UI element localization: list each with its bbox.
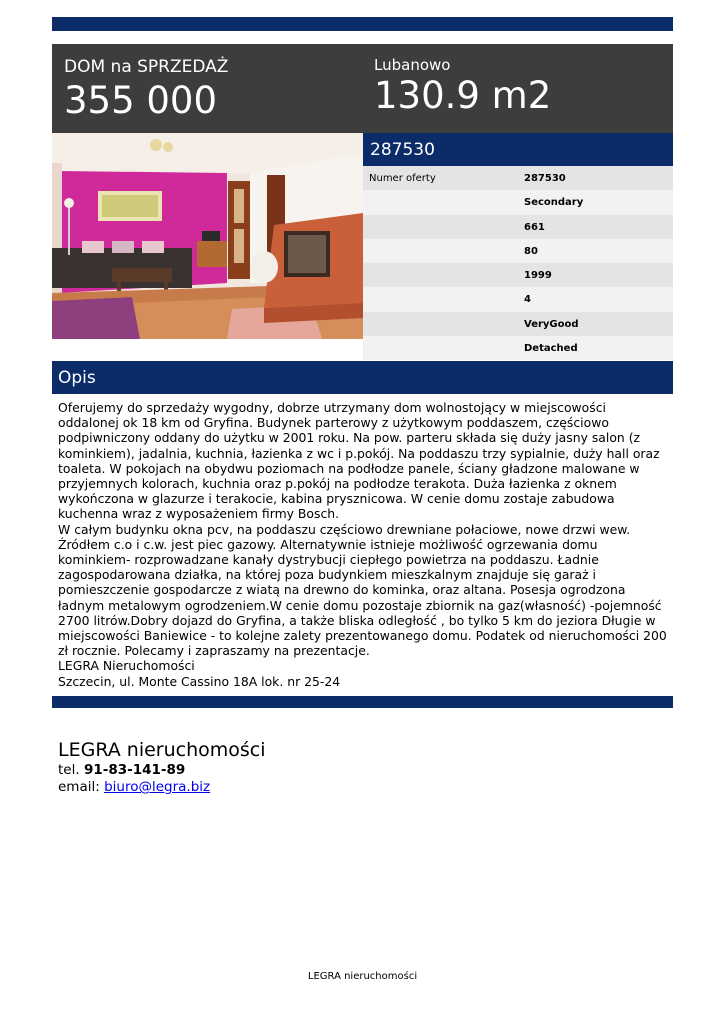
living-room-image xyxy=(52,133,363,339)
phone-label: tel. xyxy=(58,762,80,778)
company-name: LEGRA nieruchomości xyxy=(58,739,266,761)
footer-text: LEGRA nieruchomości xyxy=(307,971,418,982)
offer-id-bar xyxy=(363,133,673,166)
phone-line xyxy=(58,762,266,779)
offer-id: 287530 xyxy=(370,140,435,160)
email-label: email: xyxy=(58,779,100,795)
header-right xyxy=(374,55,551,117)
listing-header xyxy=(52,44,673,133)
offer-type: DOM na SPRZEDAŻ xyxy=(64,57,229,77)
details-value: Secondary xyxy=(524,197,584,209)
company-contact xyxy=(58,738,266,796)
details-row xyxy=(363,263,673,287)
details-value: 1999 xyxy=(524,270,552,282)
header-left xyxy=(64,56,228,122)
description-text: Oferujemy do sprzedaży wygodny, dobrze utrzymany dom wolnostojący w miejscowości oddalonej ok 18 km od Gryfina. Budynek parterowy z użytkowym poddaszem, częściowo podpiwniczony oddany do użytku w 2001 roku. Na pow. parteru składa się duży jasny salon (z kominkiem), jadalnia, kuchnia, łazienka z wc i p.pokój. Na poddaszu trzy sypialnie, duży hall oraz toaleta. W pokojach na obydwu poziomach na podłodze panele, ściany gładzone malowane w przyjemnych kolorach, kuchnia oraz p.pokój na podłodze terakota. Duża łazienka z oknem wykończona w glazurze i terakocie, kabina prysznicowa. W cenie domu zostaje zabudowa kuchenna wraz z wyposażeniem firmy Bosch. W całym budynku okna pcv, na poddaszu częściowo drewniane połaciowe, nowe drzwi wew. Źródłem c.o i c.w. jest piec gazowy. Alternatywnie istnieje możliwość ogrzewania domu kominkiem- rozprowadzane kanały dystrybucji ciepłego powietrza na poddaszu. Ładnie zagospodarowana działka, na której poza budynkiem mieszkalnym znajduje się garaż i pomieszczenie gospodarcze z wiatą na drewno do kominka, oraz altana. Posesja ogrodzona ładnym metalowym ogrodzeniem.W cenie domu pozostaje zbiornik na gaz(własność) -pojemność 2700 litrów.Dobry dojazd do Gryfina, a także bliska odległość , bo tylko 5 km do jeziora Długie w miejscowości Baniewice - to kolejne zalety prezentowanego domu. Podatek od nieruchomości 200 zł rocznie. Polecamy i zapraszamy na prezentacje. LEGRA Nieruchomości Szczecin, ul. Monte Cassino 18A lok. nr 25-24 xyxy=(58,400,667,689)
details-row xyxy=(363,336,673,360)
details-row xyxy=(363,215,673,239)
details-row xyxy=(363,190,673,214)
top-accent-bar xyxy=(52,17,673,31)
phone-number: 91-83-141-89 xyxy=(83,762,186,778)
details-value: 661 xyxy=(524,221,545,233)
description-title: Opis xyxy=(58,368,96,388)
area: 130.9 m2 xyxy=(374,74,552,117)
details-value: Detached xyxy=(524,343,578,355)
details-row xyxy=(363,239,673,263)
property-photo xyxy=(52,133,363,339)
details-row xyxy=(363,312,673,336)
details-value: 4 xyxy=(524,294,531,306)
email-line xyxy=(58,779,266,796)
details-row xyxy=(363,166,673,190)
price: 355 000 xyxy=(64,79,218,122)
description-header xyxy=(52,361,673,394)
bottom-accent-bar xyxy=(52,696,673,708)
details-label: Numer oferty xyxy=(369,173,436,184)
details-value: VeryGood xyxy=(524,318,579,330)
city: Lubanowo xyxy=(374,56,451,74)
email-link[interactable]: biuro@legra.biz xyxy=(104,779,211,795)
details-value: 80 xyxy=(524,245,538,257)
details-table xyxy=(363,166,673,360)
details-row xyxy=(363,287,673,311)
details-value: 287530 xyxy=(524,173,566,184)
